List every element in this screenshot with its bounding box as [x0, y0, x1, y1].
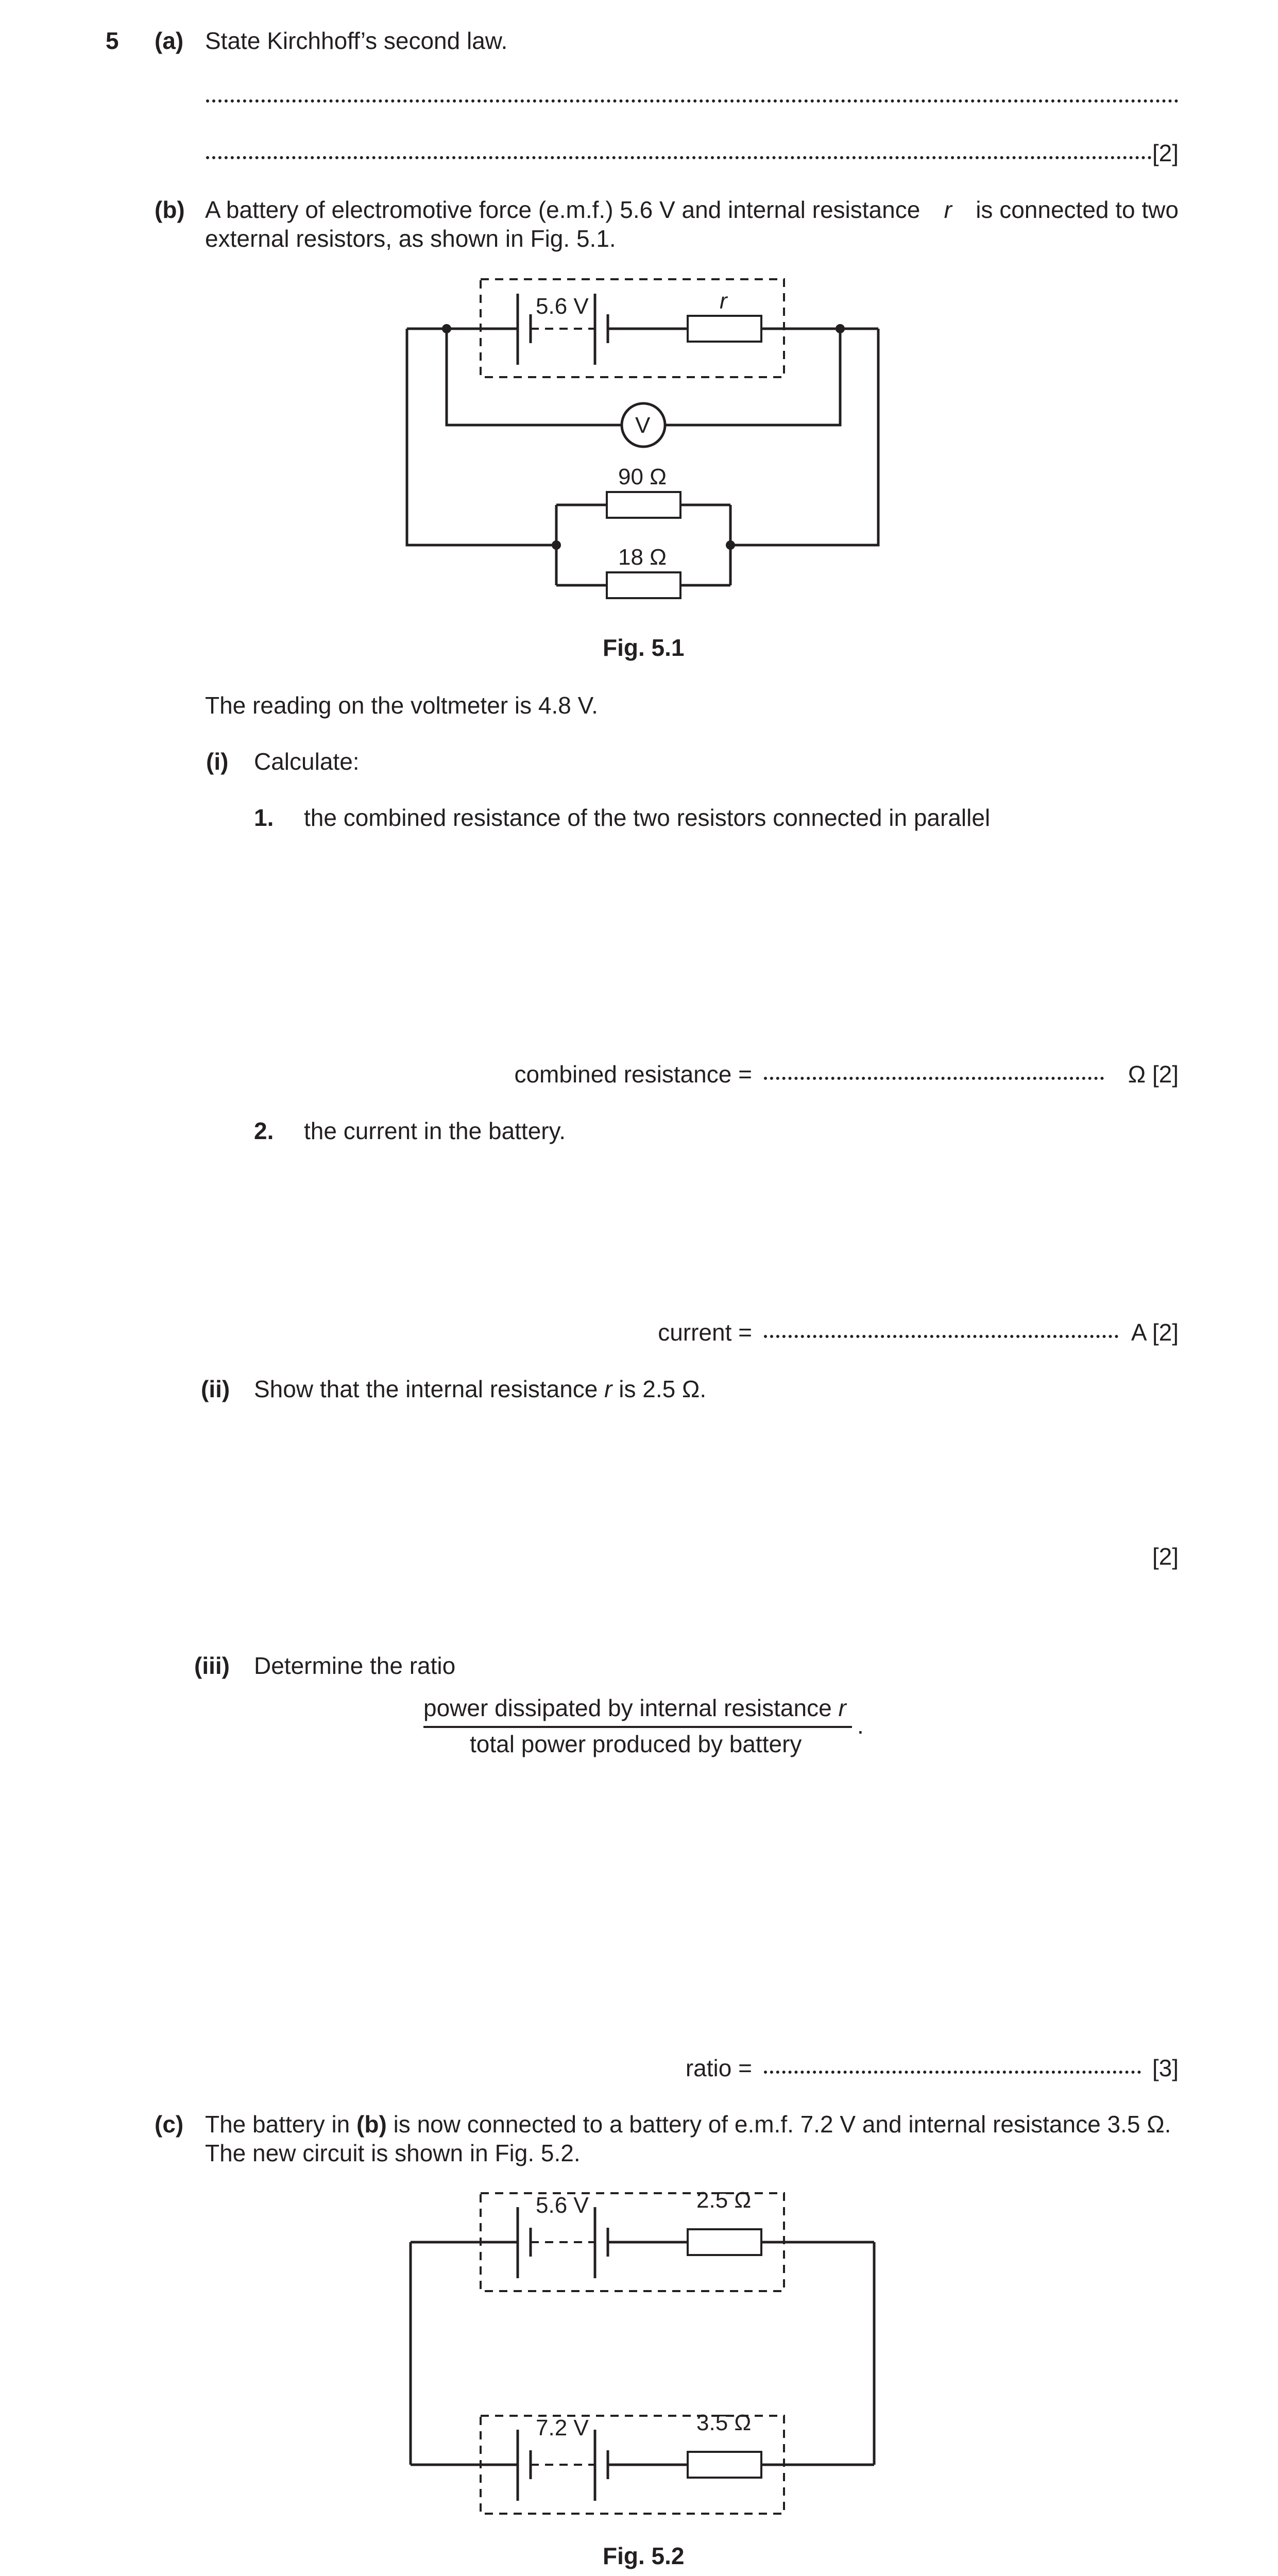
part-b-i-label: (i) [206, 748, 229, 775]
part-b-r-symbol: r [944, 196, 952, 223]
voltmeter-reading-text: The reading on the voltmeter is 4.8 V. [205, 692, 598, 719]
fig-5-2-b1-internal-resistor [688, 2229, 761, 2255]
part-c-text-line-1-start: The battery in [205, 2111, 350, 2138]
part-b-i-item-1-text: the combined resistance of the two resistors connected in parallel [304, 804, 991, 831]
part-a-label: (a) [155, 27, 184, 54]
fig-5-2-battery-1-r: 2.5 Ω [696, 2188, 752, 2213]
part-c-text-line-2: The new circuit is shown in Fig. 5.2. [205, 2140, 581, 2166]
fig-5-1-resistor-90-label: 90 Ω [618, 464, 667, 489]
part-c-text-line-1-bold: (b) [356, 2111, 387, 2138]
part-b-i-item-1-number: 1. [254, 804, 274, 831]
combined-resistance-unit-marks: Ω [2] [1128, 1061, 1179, 1088]
fig-5-1-voltmeter-label: V [635, 413, 651, 438]
fig-5-1-emf-label: 5.6 V [536, 294, 589, 319]
fig-5-2-b2-internal-resistor [688, 2452, 761, 2478]
part-b-label: (b) [155, 196, 185, 223]
part-b-text-line-2: external resistors, as shown in Fig. 5.1. [205, 225, 616, 252]
fig-5-2-caption: Fig. 5.2 [603, 2543, 685, 2569]
fig-5-1-r-label: r [720, 289, 727, 314]
ratio-numerator-text: power dissipated by internal resistance [423, 1694, 832, 1721]
part-b-i-item-2-text: the current in the battery. [304, 1117, 566, 1144]
ratio-period: . [857, 1712, 864, 1739]
part-c-label: (c) [155, 2111, 184, 2138]
fig-5-2-battery-1-emf: 5.6 V [536, 2193, 589, 2218]
part-b-iii-text: Determine the ratio [254, 1652, 456, 1679]
question-number: 5 [106, 27, 119, 54]
ratio-marks: [3] [1152, 2055, 1179, 2081]
part-b-ii-marks: [2] [1152, 1543, 1179, 1570]
part-c-text-line-1-end: is now connected to a battery of e.m.f. 7.2 V and internal resistance 3.5 Ω. [393, 2111, 1171, 2138]
ratio-denominator: total power produced by battery [470, 1731, 802, 1757]
ratio-numerator-r-symbol: r [838, 1694, 846, 1721]
part-b-text-line-1-start: A battery of electromotive force (e.m.f.) 5.6 V and internal resistance [205, 196, 921, 223]
current-b-unit-marks: A [2] [1131, 1319, 1179, 1346]
fig-5-1-caption: Fig. 5.1 [603, 634, 685, 661]
part-b-i-item-2-number: 2. [254, 1117, 274, 1144]
ratio-answer-label: ratio = [685, 2055, 752, 2081]
current-label-b: current = [658, 1319, 752, 1346]
part-b-ii-label: (ii) [201, 1376, 230, 1402]
part-a-marks: [2] [1152, 140, 1179, 166]
part-a-text: State Kirchhoff’s second law. [205, 27, 508, 54]
fig-5-2-battery-2-r: 3.5 Ω [696, 2410, 752, 2435]
fig-5-1-resistor-18-label: 18 Ω [618, 545, 667, 570]
part-b-iii-label: (iii) [194, 1652, 230, 1679]
part-b-text-line-1-end: is connected to two [976, 196, 1179, 223]
fig-5-2-battery-2-emf: 7.2 V [536, 2415, 589, 2441]
part-b-ii-text-start: Show that the internal resistance [254, 1376, 598, 1402]
combined-resistance-label: combined resistance = [514, 1061, 752, 1088]
part-b-i-text: Calculate: [254, 748, 360, 775]
part-b-ii-r-symbol: r [604, 1376, 612, 1402]
part-b-ii-text-end: is 2.5 Ω. [619, 1376, 707, 1402]
